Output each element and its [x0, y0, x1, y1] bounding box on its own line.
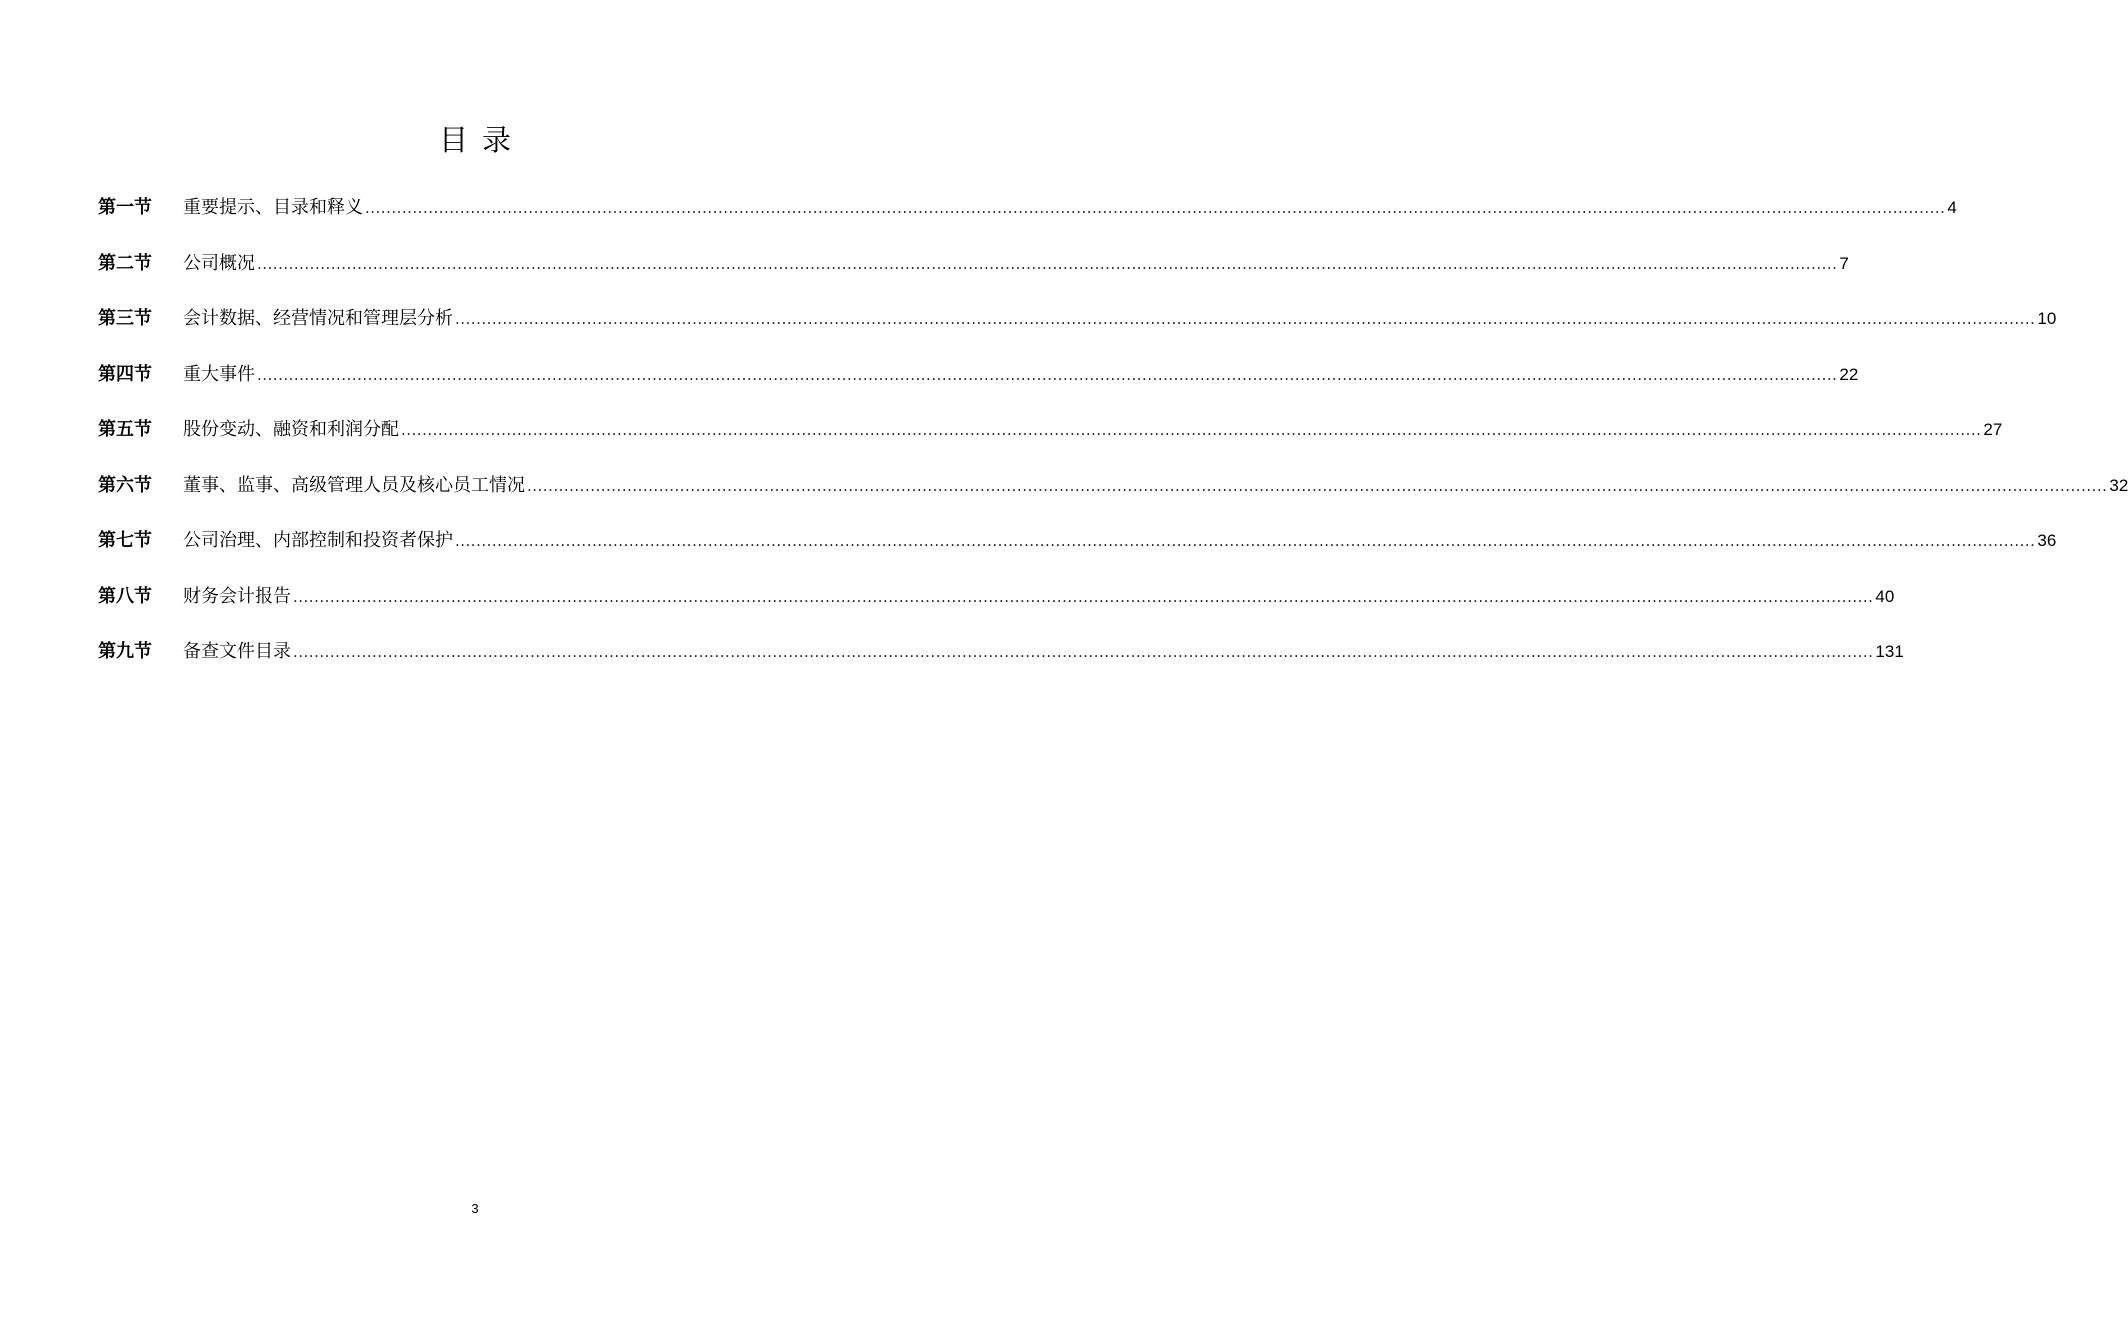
toc-section-number: 第四节	[98, 363, 152, 385]
toc-leader-dots: ............................................................................................................................................................................................................................................................................................................	[293, 643, 1874, 661]
toc-leader-dots: ............................................................................................................................................................................................................................................................................................................	[365, 199, 1946, 217]
toc-leader-dots: ............................................................................................................................................................................................................................................................................................................	[401, 421, 1982, 439]
toc-entry[interactable]	[98, 521, 2057, 577]
toc-section-title: 重要提示、目录和释义	[183, 197, 363, 218]
toc-page-number: 131	[1875, 642, 1904, 661]
toc-page-number: 10	[2037, 309, 2057, 328]
toc-section-number: 第六节	[98, 474, 152, 496]
toc-section-title: 财务会计报告	[183, 585, 291, 607]
toc-entry[interactable]	[98, 355, 1859, 411]
toc-page-number: 7	[1839, 253, 1849, 273]
toc-page-number: 40	[1875, 586, 1895, 606]
toc-leader-dots: ............................................................................................................................................................................................................................................................................................................	[527, 476, 2108, 495]
toc-section-number: 第三节	[98, 308, 152, 329]
toc-leader-dots: ............................................................................................................................................................................................................................................................................................................	[257, 365, 1838, 384]
toc-page-number: 27	[1983, 420, 2003, 439]
toc-section-number: 第五节	[98, 419, 152, 440]
table-of-contents	[98, 188, 2128, 688]
toc-entry[interactable]	[98, 244, 1849, 300]
toc-page-number: 32	[2109, 475, 2128, 495]
toc-section-title: 股份变动、融资和利润分配	[183, 419, 399, 440]
toc-page-number: 4	[1947, 198, 1957, 217]
page-number: 3	[471, 1201, 479, 1216]
toc-entry[interactable]	[98, 299, 2057, 355]
toc-leader-dots: ............................................................................................................................................................................................................................................................................................................	[257, 254, 1838, 273]
toc-entry[interactable]	[98, 188, 1957, 244]
toc-section-number: 第二节	[98, 252, 152, 274]
toc-section-title: 会计数据、经营情况和管理层分析	[183, 308, 453, 329]
toc-leader-dots: ............................................................................................................................................................................................................................................................................................................	[455, 532, 2036, 550]
toc-section-number: 第九节	[98, 641, 152, 662]
page-title: 目录	[438, 123, 525, 157]
toc-page-number: 36	[2037, 531, 2057, 550]
toc-section-title: 重大事件	[183, 363, 255, 385]
toc-leader-dots: ............................................................................................................................................................................................................................................................................................................	[455, 310, 2036, 328]
toc-section-title: 公司治理、内部控制和投资者保护	[183, 530, 453, 551]
toc-entry[interactable]	[98, 410, 2003, 466]
toc-section-number: 第一节	[98, 197, 152, 218]
toc-section-title: 董事、监事、高级管理人员及核心员工情况	[183, 474, 525, 496]
toc-entry[interactable]	[98, 466, 2128, 522]
toc-leader-dots: ............................................................................................................................................................................................................................................................................................................	[293, 587, 1874, 606]
toc-entry[interactable]	[98, 632, 1904, 688]
toc-section-number: 第八节	[98, 585, 152, 607]
toc-page-number: 22	[1839, 364, 1859, 384]
toc-section-title: 公司概况	[183, 252, 255, 274]
toc-section-number: 第七节	[98, 530, 152, 551]
toc-section-title: 备查文件目录	[183, 641, 291, 662]
toc-entry[interactable]	[98, 577, 1895, 633]
